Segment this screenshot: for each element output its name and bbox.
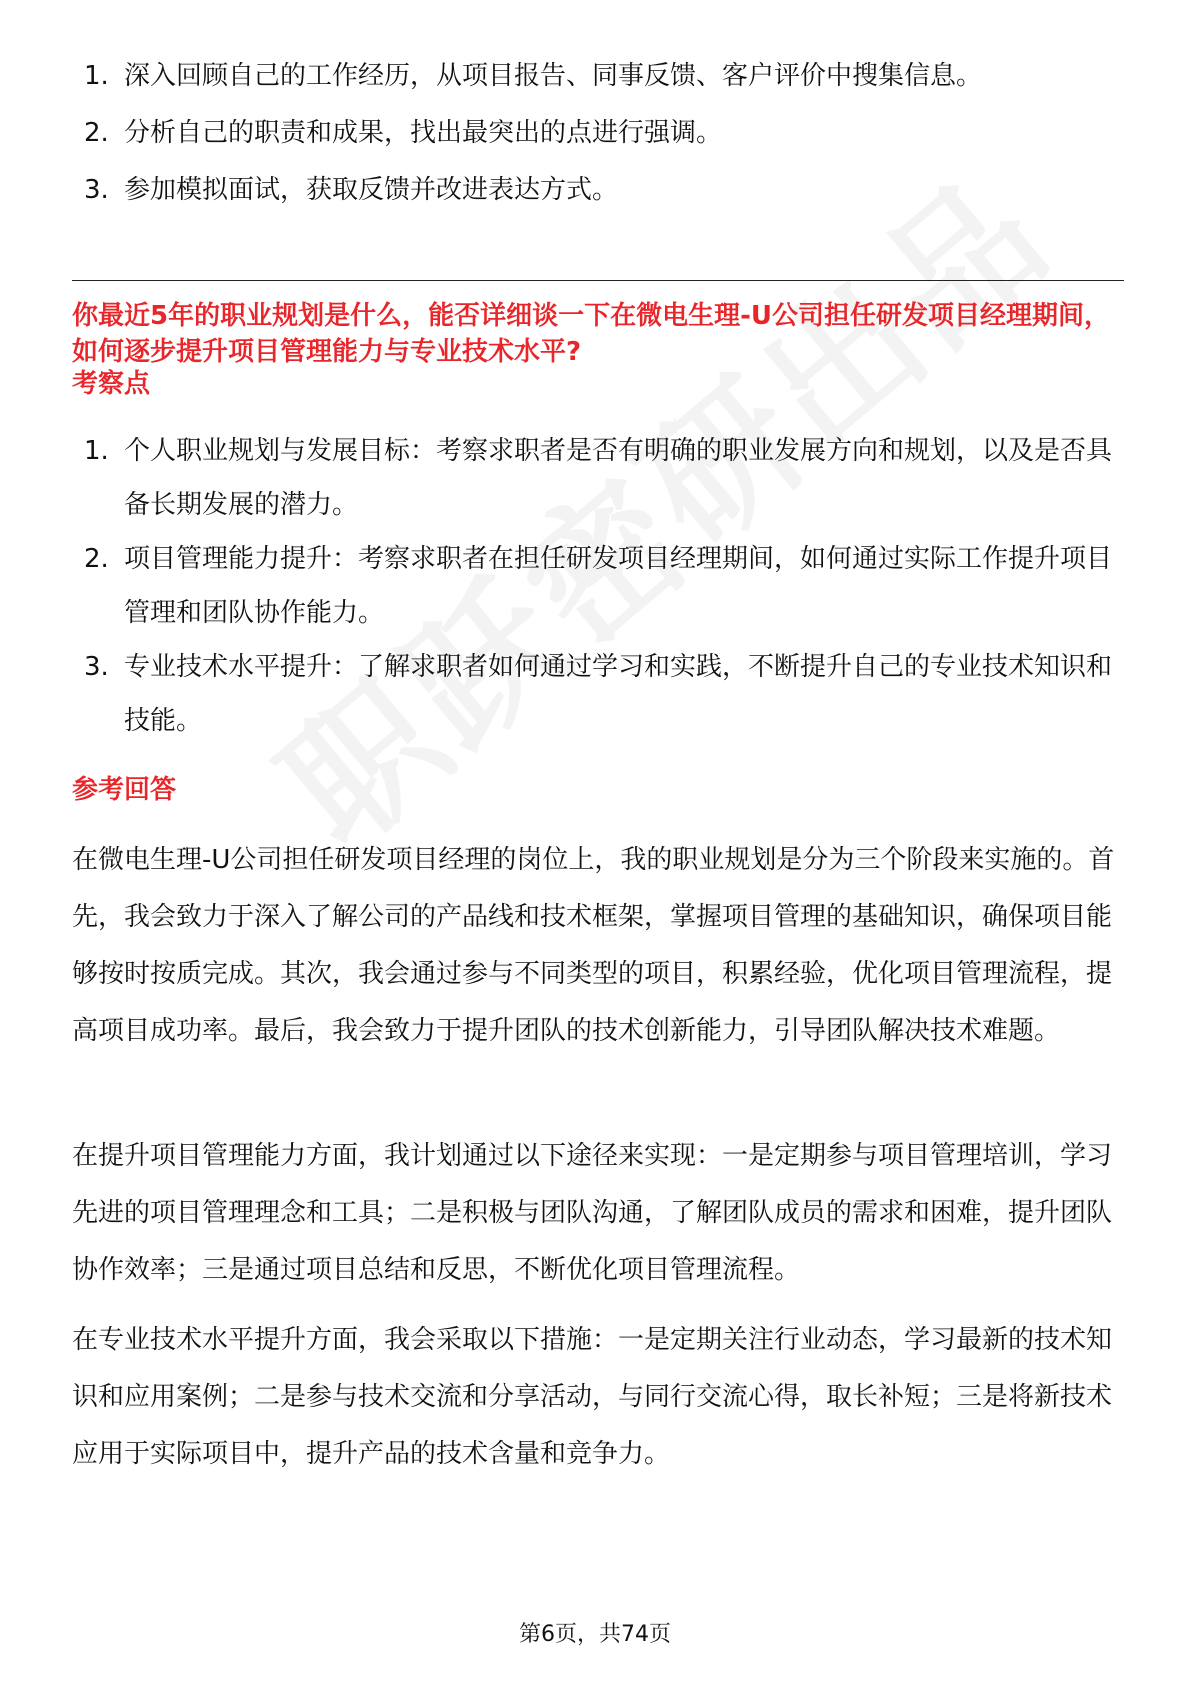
answer-heading: 参考回答: [72, 775, 177, 805]
list-number: 3.: [84, 175, 109, 205]
list-text: 分析自己的职责和成果，找出最突出的点进行强调。: [124, 118, 723, 148]
list-number: 1.: [84, 61, 109, 91]
answer-paragraph: 在微电生理-U公司担任研发项目经理的岗位上，我的职业规划是分为三个阶段来实施的。首先，我会致力于深入了解公司的产品线和技术框架，掌握项目管理的基础知识，确保项目能够按时按质完成。其次，我会通过参与不同类型的项目，积累经验，优化项目管理流程，提高项目成功率。最后，我会致力于提升团队的技术创新能力，引导团队解决技术难题。: [72, 845, 1115, 1046]
top-list: [84, 48, 1124, 219]
list-item: [84, 532, 1124, 640]
section-divider: [72, 280, 1124, 281]
points-heading: 考察点: [72, 369, 151, 399]
interview-question: 你最近5年的职业规划是什么，能否详细谈一下在微电生理-U公司担任研发项目经理期间，如何逐步提升项目管理能力与专业技术水平?: [72, 301, 1110, 367]
points-list: [84, 424, 1124, 748]
list-text: 深入回顾自己的工作经历，从项目报告、同事反馈、客户评价中搜集信息。: [124, 61, 983, 91]
list-number: 2.: [84, 118, 109, 148]
answer-paragraph: 在专业技术水平提升方面，我会采取以下措施：一是定期关注行业动态，学习最新的技术知识和应用案例；二是参与技术交流和分享活动，与同行交流心得，取长补短；三是将新技术应用于实际项目中，提升产品的技术含量和竞争力。: [72, 1325, 1113, 1469]
list-item: [84, 424, 1124, 532]
list-text: 参加模拟面试，获取反馈并改进表达方式。: [124, 175, 619, 205]
list-item: [84, 105, 1124, 162]
list-number: 1.: [84, 436, 109, 466]
list-text: 项目管理能力提升：考察求职者在担任研发项目经理期间，如何通过实际工作提升项目管理和团队协作能力。: [124, 544, 1113, 628]
list-text: 专业技术水平提升：了解求职者如何通过学习和实践，不断提升自己的专业技术知识和技能。: [124, 652, 1113, 736]
list-item: [84, 48, 1124, 105]
list-item: [84, 640, 1124, 748]
answer-paragraph: 在提升项目管理能力方面，我计划通过以下途径来实现：一是定期参与项目管理培训，学习先进的项目管理理念和工具；二是积极与团队沟通，了解团队成员的需求和困难，提升团队协作效率；三是通过项目总结和反思，不断优化项目管理流程。: [72, 1141, 1113, 1285]
list-item: [84, 162, 1124, 219]
list-number: 3.: [84, 652, 109, 682]
list-number: 2.: [84, 544, 109, 574]
page-number: 第6页，共74页: [519, 1622, 671, 1647]
list-text: 个人职业规划与发展目标：考察求职者是否有明确的职业发展方向和规划，以及是否具备长期发展的潜力。: [124, 436, 1113, 520]
